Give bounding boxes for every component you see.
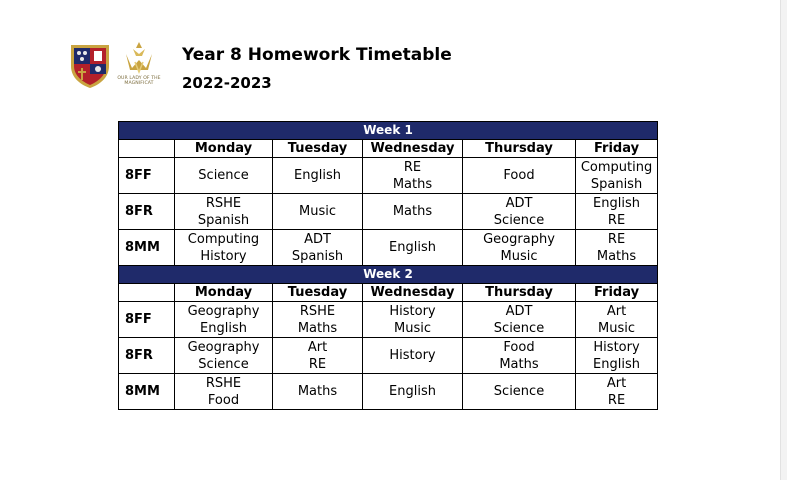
subject-name: Geography bbox=[187, 303, 260, 319]
subject-name: RSHE bbox=[299, 303, 336, 319]
week-header-row bbox=[119, 266, 658, 284]
subject-cell bbox=[273, 230, 363, 266]
day-header: Monday bbox=[175, 284, 273, 302]
subject-name: Spanish bbox=[291, 248, 344, 264]
day-header: Tuesday bbox=[273, 284, 363, 302]
subject-name: Geography bbox=[187, 339, 260, 355]
subject-name: History bbox=[389, 348, 436, 363]
subject-name: Maths bbox=[499, 356, 539, 372]
subject-cell bbox=[175, 230, 273, 266]
subject-name: History bbox=[593, 339, 640, 355]
subject-name: Art bbox=[307, 339, 328, 355]
day-header: Monday bbox=[175, 140, 273, 158]
subject-cell bbox=[576, 158, 658, 194]
subject-name: Maths bbox=[596, 248, 637, 264]
subject-name: Maths bbox=[297, 320, 338, 336]
subject-cell bbox=[463, 194, 576, 230]
week-header-row bbox=[119, 122, 658, 140]
subject-name: RSHE bbox=[205, 375, 242, 391]
table-row bbox=[119, 338, 658, 374]
subject-cell bbox=[363, 302, 463, 338]
page-title: Year 8 Homework Timetable bbox=[182, 45, 452, 65]
window-edge bbox=[780, 0, 787, 480]
subject-name: English bbox=[294, 168, 341, 183]
subject-cell bbox=[273, 194, 363, 230]
day-header-row bbox=[119, 140, 658, 158]
subject-name: ADT bbox=[505, 195, 533, 211]
subject-name: Maths bbox=[297, 384, 338, 399]
subject-name: RE bbox=[607, 231, 626, 247]
subject-name: Art bbox=[606, 303, 627, 319]
subject-cell bbox=[175, 194, 273, 230]
day-header: Thursday bbox=[463, 140, 576, 158]
magnificat-logo bbox=[114, 40, 164, 92]
subject-name: RE bbox=[403, 159, 422, 175]
day-header: Thursday bbox=[463, 284, 576, 302]
subject-name: Computing bbox=[580, 159, 653, 175]
week-label: Week 2 bbox=[119, 266, 658, 284]
academic-year: 2022-2023 bbox=[182, 74, 272, 92]
table-row bbox=[119, 230, 658, 266]
subject-name: English bbox=[389, 240, 436, 255]
table-row bbox=[119, 374, 658, 410]
subject-name: Food bbox=[207, 392, 240, 408]
subject-cell bbox=[576, 338, 658, 374]
subject-cell bbox=[363, 230, 463, 266]
corner-cell bbox=[119, 284, 175, 302]
subject-cell bbox=[273, 302, 363, 338]
subject-name: Music bbox=[500, 248, 538, 264]
subject-cell bbox=[463, 230, 576, 266]
table-row bbox=[119, 158, 658, 194]
subject-cell bbox=[363, 194, 463, 230]
subject-name: Art bbox=[606, 375, 627, 391]
subject-name: Music bbox=[598, 320, 636, 336]
subject-cell bbox=[363, 374, 463, 410]
subject-cell bbox=[175, 158, 273, 194]
subject-name: Computing bbox=[187, 231, 260, 247]
table-row bbox=[119, 194, 658, 230]
subject-name: Maths bbox=[392, 176, 433, 192]
day-header: Friday bbox=[576, 140, 658, 158]
subject-name: RSHE bbox=[205, 195, 242, 211]
day-header: Wednesday bbox=[363, 140, 463, 158]
form-group-label: 8MM bbox=[119, 374, 175, 410]
subject-cell bbox=[363, 338, 463, 374]
form-group-label: 8FF bbox=[119, 302, 175, 338]
subject-cell bbox=[463, 302, 576, 338]
subject-name: Food bbox=[503, 168, 535, 183]
subject-name: English bbox=[593, 356, 640, 372]
subject-cell bbox=[273, 374, 363, 410]
subject-name: Geography bbox=[483, 231, 555, 247]
subject-name: Science bbox=[493, 320, 545, 336]
subject-cell bbox=[463, 374, 576, 410]
subject-cell bbox=[576, 230, 658, 266]
form-group-label: 8FR bbox=[119, 338, 175, 374]
subject-name: ADT bbox=[505, 303, 533, 319]
table-row bbox=[119, 302, 658, 338]
subject-cell bbox=[273, 158, 363, 194]
subject-name: Music bbox=[299, 204, 336, 219]
subject-cell bbox=[576, 374, 658, 410]
subject-cell bbox=[273, 338, 363, 374]
day-header: Tuesday bbox=[273, 140, 363, 158]
form-group-label: 8MM bbox=[119, 230, 175, 266]
subject-name: English bbox=[593, 195, 640, 211]
subject-cell bbox=[363, 158, 463, 194]
subject-cell bbox=[463, 158, 576, 194]
subject-cell bbox=[463, 338, 576, 374]
school-crest-logo bbox=[68, 42, 112, 90]
day-header: Friday bbox=[576, 284, 658, 302]
subject-name: Music bbox=[394, 320, 431, 336]
subject-cell bbox=[576, 194, 658, 230]
subject-name: Spanish bbox=[197, 212, 250, 228]
week-label: Week 1 bbox=[119, 122, 658, 140]
subject-cell bbox=[175, 374, 273, 410]
subject-name: RE bbox=[607, 212, 626, 228]
subject-name: Maths bbox=[392, 204, 433, 219]
subject-name: Science bbox=[493, 212, 545, 228]
subject-name: English bbox=[389, 384, 436, 399]
subject-name: Spanish bbox=[590, 176, 643, 192]
subject-cell bbox=[175, 302, 273, 338]
corner-cell bbox=[119, 140, 175, 158]
subject-name: ADT bbox=[304, 231, 331, 247]
form-group-label: 8FR bbox=[119, 194, 175, 230]
day-header-row bbox=[119, 284, 658, 302]
subject-name: RE bbox=[607, 392, 626, 408]
subject-name: Science bbox=[198, 168, 249, 183]
subject-name: Science bbox=[493, 384, 545, 399]
form-group-label: 8FF bbox=[119, 158, 175, 194]
subject-cell bbox=[576, 302, 658, 338]
subject-name: Food bbox=[503, 339, 535, 355]
magnificat-logo-text: OUR LADY OF THE MAGNIFICAT bbox=[117, 76, 161, 86]
subject-name: History bbox=[200, 248, 247, 264]
subject-name: English bbox=[200, 320, 247, 336]
subject-name: History bbox=[389, 303, 436, 319]
homework-timetable bbox=[118, 121, 658, 410]
subject-cell bbox=[175, 338, 273, 374]
subject-name: RE bbox=[308, 356, 327, 372]
subject-name: Science bbox=[198, 356, 249, 372]
day-header: Wednesday bbox=[363, 284, 463, 302]
